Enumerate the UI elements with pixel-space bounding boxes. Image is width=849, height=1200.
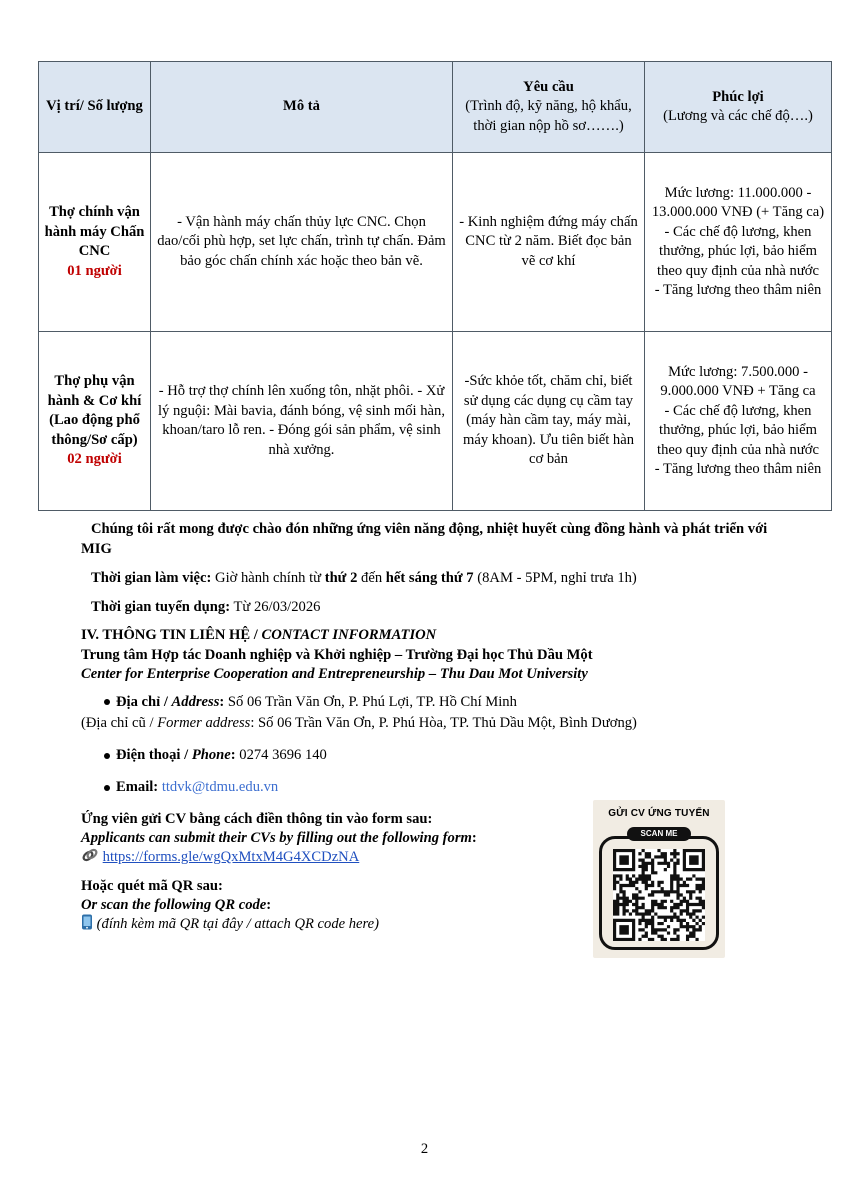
job-table (38, 61, 832, 511)
address-line: Địa chỉ / Address: Số 06 Trần Văn Ơn, P. Phú Lợi, TP. Hồ Chí Minh (116, 694, 517, 710)
row-benefits: Mức lương: 11.000.000 - 13.000.000 VNĐ (+ Tăng ca) - Các chế độ lương, khen thưởng, phúc lợi, bảo hiểm theo quy định của nhà nước - Tăng lương theo thâm niên (645, 153, 832, 332)
qr-scan-label: SCAN ME (627, 827, 691, 841)
table-row (39, 153, 832, 332)
page-number: 2 (420, 1141, 429, 1157)
qr-attach-line: (đính kèm mã QR tại đây / attach QR code here) (81, 914, 379, 936)
contact-heading: IV. THÔNG TIN LIÊN HỆ / CONTACT INFORMATION (81, 627, 437, 643)
row-requirements: - Kinh nghiệm đứng máy chấn CNC từ 2 năm. Biết đọc bản vẽ cơ khí (453, 153, 645, 332)
org-name-en: Center for Enterprise Cooperation and Entrepreneurship – Thu Dau Mot University (81, 666, 588, 682)
qr-instruction-en: Or scan the following QR code: (81, 897, 272, 913)
header-requirements: Yêu cầu (Trình độ, kỹ năng, hộ khẩu, thời gian nộp hồ sơ…….) (453, 62, 645, 153)
recruit-line: Thời gian tuyển dụng: Từ 26/03/2026 (91, 599, 321, 615)
link-icon (81, 847, 99, 869)
email-line: Email: ttdvk@tdmu.edu.vn (116, 779, 279, 795)
phone-line: Điện thoại / Phone: 0274 3696 140 (116, 747, 327, 763)
welcome-text: Chúng tôi rất mong được chào đón những ứng viên năng động, nhiệt huyết cùng đồng hành và phát triển với MIG (81, 521, 768, 557)
row-benefits: Mức lương: 7.500.000 - 9.000.000 VNĐ + Tăng ca - Các chế độ lương, khen thưởng, phúc lợi, bảo hiểm theo quy định của nhà nước - Tăng lương theo thâm niên (645, 332, 832, 511)
form-link[interactable]: https://forms.gle/wgQxMtxM4G4XCDzNA (102, 849, 360, 865)
table-header-row (39, 62, 832, 153)
qr-card-title: GỬI CV ỨNG TUYỂN (608, 808, 710, 819)
row-description: - Hỗ trợ thợ chính lên xuống tôn, nhặt phôi. - Xử lý nguội: Mài bavia, đánh bóng, vệ sinh mối hàn, khoan/taro lỗ ren. - Đóng gói sản phẩm, vệ sinh nhà xưởng. (151, 332, 453, 511)
header-description: Mô tả (151, 62, 453, 153)
header-benefits: Phúc lợi (Lương và các chế độ….) (645, 62, 832, 153)
qr-code[interactable] (613, 849, 705, 941)
form-instruction: Ứng viên gửi CV bằng cách điền thông tin vào form sau: (81, 811, 433, 827)
org-name: Trung tâm Hợp tác Doanh nghiệp và Khởi nghiệp – Trường Đại học Thủ Dầu Một (81, 647, 593, 663)
email-link[interactable]: ttdvk@tdmu.edu.vn (161, 779, 279, 795)
form-link-line (81, 847, 359, 869)
row-count: 01 người (67, 262, 122, 279)
bullet-icon (104, 785, 110, 791)
bullet-icon (104, 753, 110, 759)
former-address-line: (Địa chỉ cũ / Former address: Số 06 Trần Văn Ơn, P. Phú Hòa, TP. Thủ Dầu Một, Bình Dương) (81, 715, 637, 731)
row-position: Thợ phụ vận hành & Cơ khí (Lao động phổ thông/Sơ cấp) 02 người (39, 332, 151, 511)
qr-card (593, 800, 725, 958)
row-count: 02 người (67, 451, 122, 468)
header-position: Vị trí/ Số lượng (39, 62, 151, 153)
bullet-icon (104, 699, 110, 705)
table-row (39, 332, 832, 511)
form-instruction-en: Applicants can submit their CVs by filling out the following form: (81, 830, 477, 846)
phone-icon (81, 914, 93, 936)
row-requirements: -Sức khỏe tốt, chăm chỉ, biết sử dụng các dụng cụ cầm tay (máy hàn cầm tay, máy mài, máy khoan). Ưu tiên biết hàn cơ bản (453, 332, 645, 511)
row-position: Thợ chính vận hành máy Chấn CNC 01 người (39, 153, 151, 332)
worktime-line: Thời gian làm việc: Giờ hành chính từ thứ 2 đến hết sáng thứ 7 (8AM - 5PM, nghỉ trưa 1h) (91, 570, 637, 586)
qr-instruction: Hoặc quét mã QR sau: (81, 878, 223, 894)
row-description: - Vận hành máy chấn thủy lực CNC. Chọn dao/cối phù hợp, set lực chấn, trình tự chấn. Đảm bảo góc chấn chính xác hoặc theo bản vẽ. (151, 153, 453, 332)
